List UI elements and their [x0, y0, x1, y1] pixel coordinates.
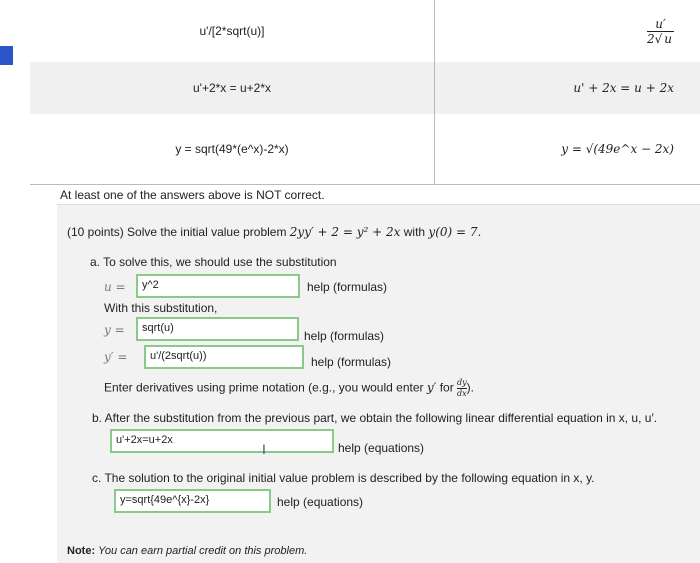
u-label: u = — [104, 280, 126, 294]
y-input[interactable]: sqrt(u) — [136, 317, 299, 341]
part-a-lead: a. To solve this, we should use the substitution — [90, 255, 337, 269]
derivative-hint: Enter derivatives using prime notation (e.g., you would enter y′ for $\frac{dy}{dx}$ ). — [104, 378, 475, 398]
with-substitution-text: With this substitution, — [104, 301, 218, 315]
sidebar-marker — [0, 46, 13, 65]
entered-answer-3: y = sqrt(49*(e^x)-2*x) — [30, 114, 435, 184]
table-row — [30, 114, 700, 185]
entered-answer-1: u'/[2*sqrt(u)] — [30, 0, 435, 62]
part-c-text: c. The solution to the original initial value problem is described by the following equation in x, y. — [92, 471, 595, 485]
answer-preview-3: y = √(49e^x − 2x) — [561, 142, 674, 156]
y-prime-input[interactable]: u'/(2sqrt(u)) — [144, 345, 304, 369]
problem-statement: (10 points) Solve the initial value problem 2yy′ + 2 = y² + 2x with y(0) = 7. — [67, 225, 482, 239]
table-row — [30, 62, 700, 115]
linear-ode-input[interactable]: u'+2x=u+2x — [110, 429, 334, 453]
solution-help-link[interactable]: help (equations) — [277, 495, 364, 509]
u-help-link[interactable]: help (formulas) — [307, 280, 388, 294]
partial-credit-note: Note: You can earn partial credit on this problem. — [67, 545, 308, 557]
solution-input[interactable]: y=sqrt{49e^{x}-2x} — [114, 489, 271, 513]
linear-ode-help-link[interactable]: help (equations) — [338, 441, 425, 455]
problem-panel — [57, 204, 700, 563]
answer-preview-1: $\frac{u'}{2√ u}$ — [646, 16, 672, 46]
u-substitution-input[interactable]: y^2 — [136, 274, 300, 298]
part-b-text: b. After the substitution from the previous part, we obtain the following linear differential equation in x, u, u′. — [92, 411, 658, 425]
table-row — [30, 0, 700, 63]
y-prime-help-link[interactable]: help (formulas) — [311, 355, 392, 369]
entered-answer-2: u'+2*x = u+2*x — [30, 62, 435, 114]
text-cursor-icon: I — [262, 441, 266, 457]
answer-preview-2: u' + 2x = u + 2x — [573, 81, 674, 95]
y-prime-label: y′ = — [104, 350, 128, 364]
y-help-link[interactable]: help (formulas) — [304, 329, 385, 343]
incorrect-notice: At least one of the answers above is NOT correct. — [60, 188, 325, 202]
y-label: y = — [104, 323, 125, 337]
